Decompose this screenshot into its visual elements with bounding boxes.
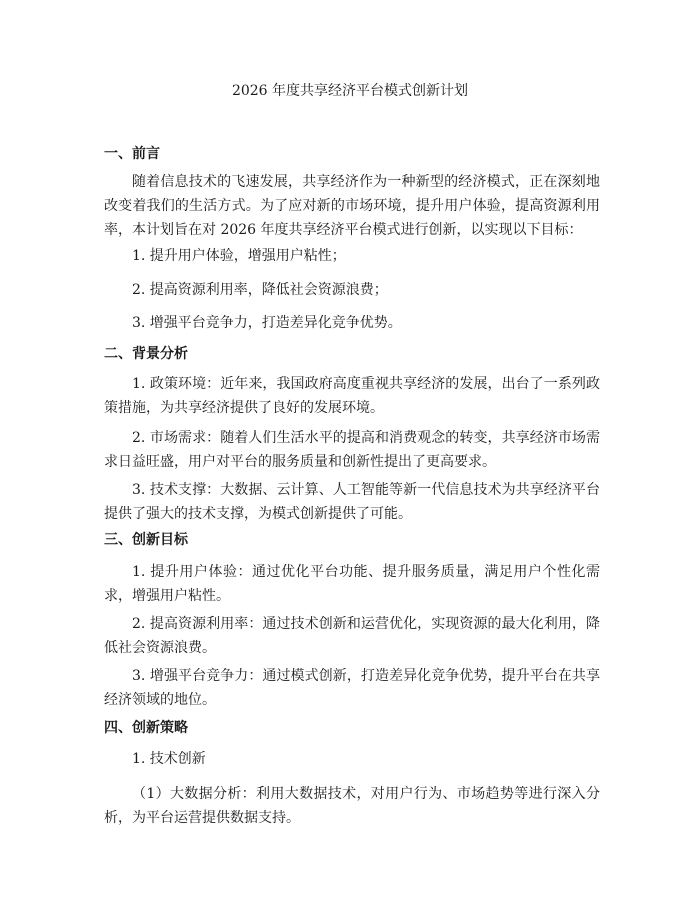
strategy-item-bigdata: （1）大数据分析：利用大数据技术，对用户行为、市场趋势等进行深入分析，为平台运营提供数据支持。 [104,786,600,826]
section-heading-goals: 三、创新目标 [104,532,188,548]
background-item-2: 2. 市场需求：随着人们生活水平的提高和消费观念的转变，共享经济市场需求日益旺盛，用户对平台的服务质量和创新性提出了更高要求。 [104,430,600,470]
section-heading-strategy: 四、创新策略 [104,720,188,736]
preface-goal-2: 2. 提高资源利用率，降低社会资源浪费； [132,282,388,298]
background-item-3: 3. 技术支撑：大数据、云计算、人工智能等新一代信息技术为共享经济平台提供了强大的技术支撑，为模式创新提供了可能。 [104,482,600,522]
preface-goal-1: 1. 提升用户体验，增强用户粘性； [132,248,346,264]
document-title: 2026 年度共享经济平台模式创新计划 [231,83,469,99]
goal-item-2: 2. 提高资源利用率：通过技术创新和运营优化，实现资源的最大化利用，降低社会资源浪费。 [104,616,600,656]
goal-item-3: 3. 增强平台竞争力：通过模式创新，打造差异化竞争优势，提升平台在共享经济领域的地位。 [104,668,600,708]
background-item-1: 1. 政策环境：近年来，我国政府高度重视共享经济的发展，出台了一系列政策措施，为共享经济提供了良好的发展环境。 [104,376,600,416]
section-heading-preface: 一、前言 [104,146,160,162]
goal-item-1: 1. 提升用户体验：通过优化平台功能、提升服务质量，满足用户个性化需求，增强用户粘性。 [104,564,600,604]
preface-paragraph: 随着信息技术的飞速发展，共享经济作为一种新型的经济模式，正在深刻地改变着我们的生活方式。为了应对新的市场环境，提升用户体验，提高资源利用率，本计划旨在对 2026 年度共享经济平台模式进行创新，以实现以下目标： [104,174,600,238]
section-heading-background: 二、背景分析 [104,346,188,362]
preface-goal-3: 3. 增强平台竞争力，打造差异化竞争优势。 [132,315,402,331]
strategy-subheading-tech: 1. 技术创新 [132,751,206,767]
